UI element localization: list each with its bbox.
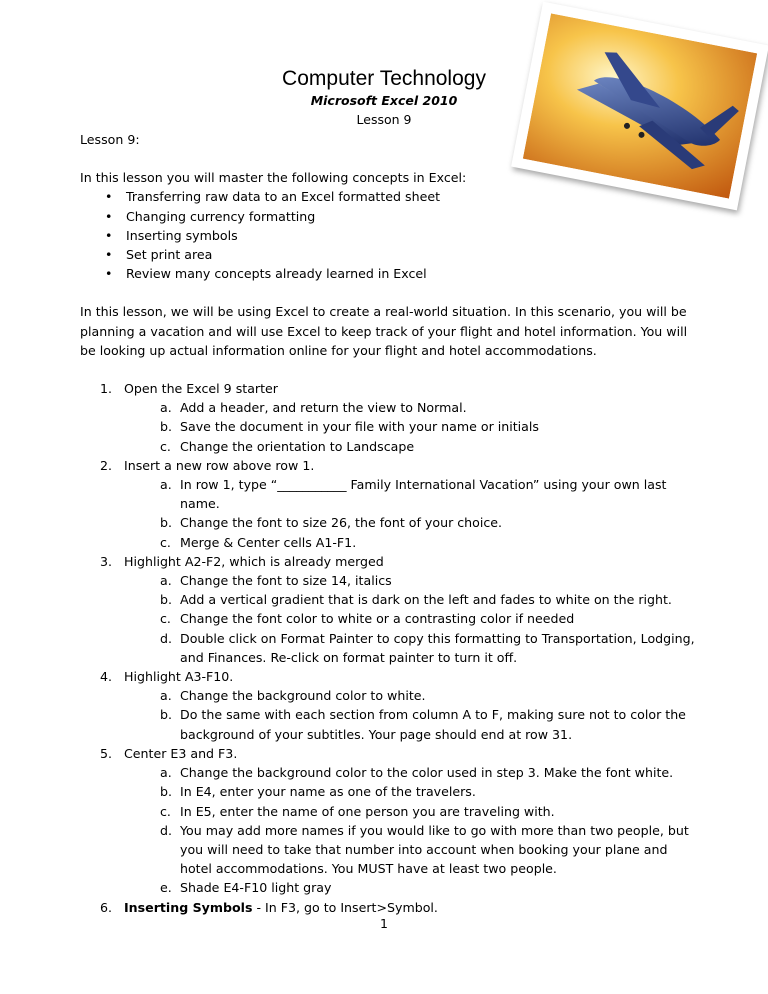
substep-text: Merge & Center cells A1-F1. [180, 534, 357, 550]
course-subtitle: Microsoft Excel 2010 [310, 93, 458, 108]
list-item: • Changing currency formatting [80, 207, 700, 226]
substep-item [80, 782, 700, 801]
substep-item [80, 821, 700, 879]
list-item: • Transferring raw data to an Excel formatted sheet [80, 187, 700, 206]
substep-text: In row 1, type “___________ Family International Vacation” using your own last name. [180, 477, 667, 512]
substep-text: Double click on Format Painter to copy this formatting to Transportation, Lodging, and Finances. Re-click on format painter to turn it off. [180, 630, 695, 665]
substep-letter: c. [160, 534, 171, 550]
step-number: 5. [100, 745, 113, 761]
step-text: Insert a new row above row 1. [124, 457, 315, 473]
substep-text: Change the font to size 26, the font of your choice. [180, 515, 503, 531]
step-item [80, 744, 700, 898]
substep-item [80, 686, 700, 705]
steps-list [80, 379, 700, 917]
step-text: Highlight A3-F10. [124, 669, 234, 685]
step-heading: Inserting Symbols [124, 899, 253, 915]
lesson-line: Lesson 9 [356, 112, 412, 127]
step-text: Center E3 and F3. [124, 745, 238, 761]
substep-text: Do the same with each section from column A to F, making sure not to color the background of your subtitles. Your page should end at row 31. [180, 707, 686, 742]
intro-text: In this lesson you will master the following concepts in Excel: [80, 170, 467, 186]
substep-text: You may add more names if you would like to go with more than two people, but you will need to take that number into account when booking your plane and hotel accommodations. You MUST have at least two people. [180, 822, 689, 877]
substep-item [80, 878, 700, 897]
substep-item [80, 398, 700, 417]
step-item [80, 456, 700, 552]
list-item: • Inserting symbols [80, 226, 700, 245]
concepts-list [80, 187, 700, 283]
substep-item [80, 417, 700, 436]
substep-letter: e. [160, 880, 172, 896]
substep-item [80, 763, 700, 782]
step-number: 2. [100, 457, 113, 473]
step-item [80, 379, 700, 456]
scenario-text: In this lesson, we will be using Excel to create a real-world situation. In this scenario, you will be planning a vacation and will use Excel to keep track of your flight and hotel information. You will be looking up actual information online for your flight and hotel accommodations. [80, 304, 688, 358]
substep-text: Change the font to size 14, italics [180, 573, 392, 589]
step-number: 1. [100, 381, 113, 397]
substep-text: Change the orientation to Landscape [180, 438, 415, 454]
substep-letter: b. [160, 592, 172, 608]
list-item: • Set print area [80, 245, 700, 264]
substep-text: Change the background color to the color used in step 3. Make the font white. [180, 765, 674, 781]
substep-text: In E5, enter the name of one person you are traveling with. [180, 803, 555, 819]
substep-letter: a. [160, 477, 172, 493]
page-number: 1 [380, 916, 388, 931]
substep-letter: c. [160, 803, 171, 819]
step-text: Highlight A2-F2, which is already merged [124, 553, 384, 569]
substep-text: Shade E4-F10 light gray [180, 880, 332, 896]
page-title: Computer Technology [282, 67, 486, 90]
substep-item [80, 609, 700, 628]
substep-text: Change the font color to white or a contrasting color if needed [180, 611, 575, 627]
substep-text: Add a vertical gradient that is dark on the left and fades to white on the right. [180, 592, 672, 608]
substep-text: In E4, enter your name as one of the travelers. [180, 784, 476, 800]
substep-letter: d. [160, 822, 172, 838]
substep-letter: c. [160, 438, 171, 454]
step-number: 3. [100, 553, 113, 569]
substep-letter: a. [160, 765, 172, 781]
substep-item [80, 475, 700, 513]
substep-item [80, 437, 700, 456]
substep-item [80, 571, 700, 590]
substep-letter: c. [160, 611, 171, 627]
step-text: Open the Excel 9 starter [124, 381, 278, 397]
substep-text: Save the document in your file with your name or initials [180, 419, 539, 435]
substep-item [80, 513, 700, 532]
list-item: • Review many concepts already learned in Excel [80, 264, 700, 283]
substep-letter: b. [160, 419, 172, 435]
step-item [80, 552, 700, 667]
substep-item [80, 629, 700, 667]
substep-letter: a. [160, 573, 172, 589]
substep-item [80, 533, 700, 552]
step-text: - In F3, go to Insert>Symbol. [252, 899, 438, 915]
step-number: 4. [100, 669, 113, 685]
step-number: 6. [100, 899, 113, 915]
substep-letter: b. [160, 707, 172, 723]
substep-item [80, 802, 700, 821]
substep-letter: b. [160, 784, 172, 800]
substep-text: Change the background color to white. [180, 688, 426, 704]
substep-letter: d. [160, 630, 172, 646]
substep-letter: a. [160, 688, 172, 704]
substep-letter: b. [160, 515, 172, 531]
substep-item [80, 705, 700, 743]
step-item [80, 667, 700, 744]
step-item [80, 898, 700, 917]
substep-letter: a. [160, 400, 172, 416]
substep-item [80, 590, 700, 609]
substep-text: Add a header, and return the view to Normal. [180, 400, 467, 416]
lesson-body [80, 130, 700, 917]
lesson-label: Lesson 9: [80, 132, 140, 147]
